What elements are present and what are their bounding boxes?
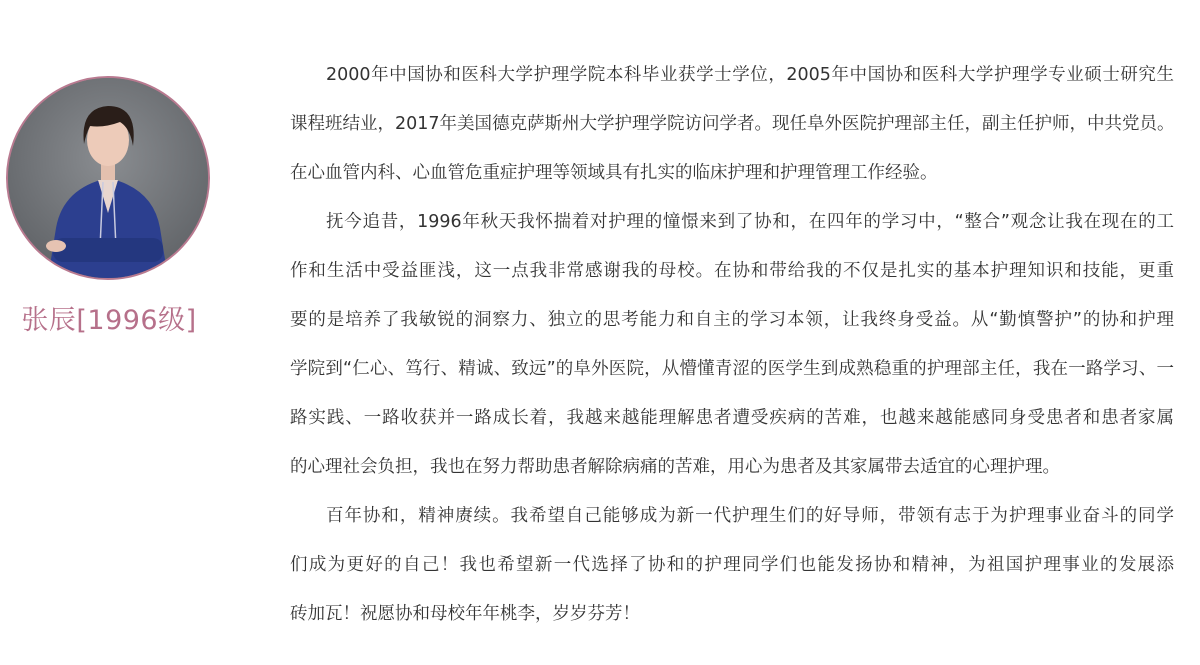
text-line: 抚今追昔，1996年秋天我怀揣着对护理的憧憬来到了协和，在四年的学习中，“整合”观念让我在现在的工 — [326, 212, 1174, 232]
text-line: 砖加瓦！祝愿协和母校年年桃李，岁岁芬芳！ — [290, 604, 640, 624]
text-line: 在心血管内科、心血管危重症护理等领域具有扎实的临床护理和护理管理工作经验。 — [290, 163, 938, 183]
text-line: 作和生活中受益匪浅，这一点我非常感谢我的母校。在协和带给我的不仅是扎实的基本护理知识和技能，更重 — [290, 261, 1174, 281]
text-line: 课程班结业，2017年美国德克萨斯州大学护理学院访问学者。现任阜外医院护理部主任，副主任护师，中共党员。 — [290, 114, 1175, 134]
text-line: 2000年中国协和医科大学护理学院本科毕业获学士学位，2005年中国协和医科大学护理学专业硕士研究生 — [326, 65, 1174, 85]
text-line: 学院到“仁心、笃行、精诚、致远”的阜外医院，从懵懂青涩的医学生到成熟稳重的护理部主任，我在一路学习、一 — [290, 359, 1174, 379]
paragraph-1 — [290, 56, 1174, 203]
profile-card — [6, 76, 212, 337]
text-line: 百年协和，精神赓续。我希望自己能够成为新一代护理生们的好导师，带领有志于为护理事业奋斗的同学 — [326, 506, 1174, 526]
biography-text — [290, 56, 1174, 644]
paragraph-3 — [290, 497, 1174, 644]
text-line: 们成为更好的自己！我也希望新一代选择了协和的护理同学们也能发扬协和精神，为祖国护理事业的发展添 — [290, 555, 1174, 575]
text-line: 路实践、一路收获并一路成长着，我越来越能理解患者遭受疾病的苦难，也越来越能感同身受患者和患者家属 — [290, 408, 1174, 428]
alumni-name: 张辰[1996级] — [21, 305, 197, 336]
avatar-photo — [6, 76, 210, 280]
paragraph-2 — [290, 203, 1174, 497]
text-line: 的心理社会负担，我也在努力帮助患者解除病痛的苦难，用心为患者及其家属带去适宜的心理护理。 — [290, 457, 1060, 477]
text-line: 要的是培养了我敏锐的洞察力、独立的思考能力和自主的学习本领，让我终身受益。从“勤慎警护”的协和护理 — [290, 310, 1174, 330]
portrait-image — [8, 78, 208, 278]
